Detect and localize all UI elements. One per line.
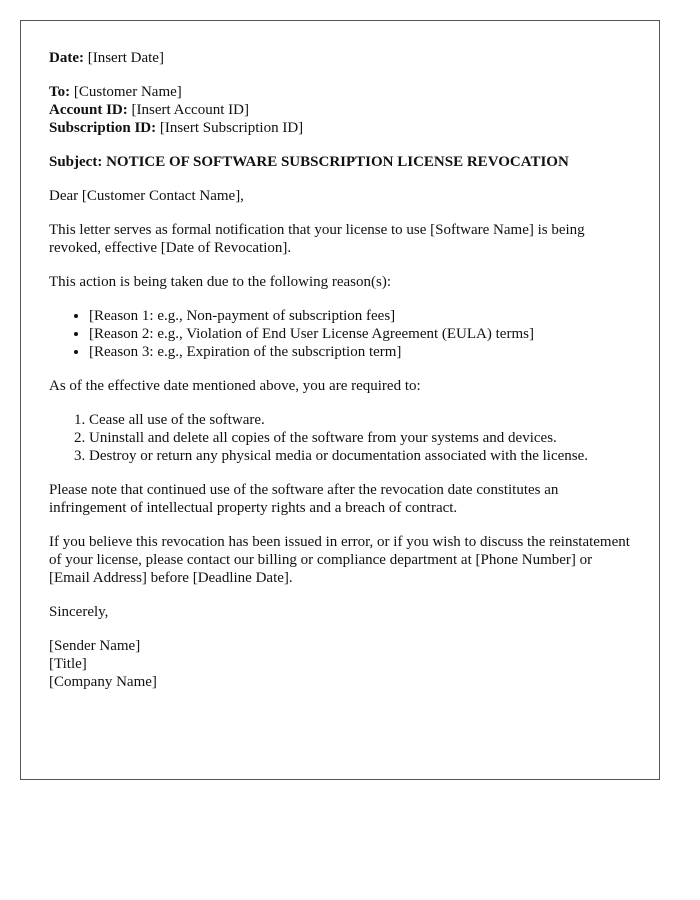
to-label: To: [49, 84, 71, 100]
recipient-block [49, 83, 631, 137]
requirement-item: 2. Uninstall and delete all copies of the software from your systems and devices. [89, 429, 631, 447]
requirement-item: 1. Cease all use of the software. [89, 411, 631, 429]
account-id-line [49, 101, 631, 119]
subscription-id-line [49, 119, 631, 137]
reason-item: • [Reason 2: e.g., Violation of End User License Agreement (EULA) terms] [89, 325, 631, 343]
date-value: [Insert Date] [87, 50, 164, 66]
note-paragraph: Please note that continued use of the software after the revocation date constitutes an infringement of intellectual property rights and a breach of contract. [49, 482, 559, 516]
subscription-id-label: Subscription ID: [49, 120, 157, 136]
company-name: [Company Name] [49, 674, 157, 690]
date-line [49, 49, 631, 67]
salutation: Dear [Customer Contact Name], [49, 188, 244, 204]
requirements-list [49, 411, 631, 465]
date-label: Date: [49, 50, 84, 66]
requirement-item: 3. Destroy or return any physical media or documentation associated with the license. [89, 447, 631, 465]
reason-item: • [Reason 3: e.g., Expiration of the subscription term] [89, 343, 631, 361]
subject-value: NOTICE OF SOFTWARE SUBSCRIPTION LICENSE REVOCATION [106, 154, 569, 170]
subject-line [49, 153, 631, 171]
account-id-value: [Insert Account ID] [131, 102, 249, 118]
subject-label: Subject: [49, 154, 103, 170]
to-value: [Customer Name] [73, 84, 182, 100]
reasons-list [49, 307, 631, 361]
contact-paragraph: If you believe this revocation has been issued in error, or if you wish to discuss the reinstatement of your license, please contact our billing or compliance department at [Phone Number] or [Email Address] before [Deadline Date]. [49, 534, 630, 586]
signature-block [49, 637, 631, 691]
subscription-id-value: [Insert Subscription ID] [159, 120, 304, 136]
account-id-label: Account ID: [49, 102, 128, 118]
requirements-intro: As of the effective date mentioned above, you are required to: [49, 378, 421, 394]
intro-paragraph: This letter serves as formal notification that your license to use [Software Name] is being revoked, effective [Date of Revocation]. [49, 222, 585, 256]
reasons-intro: This action is being taken due to the following reason(s): [49, 274, 392, 290]
sender-title: [Title] [49, 656, 87, 672]
sign-off: Sincerely, [49, 604, 109, 620]
sender-name: [Sender Name] [49, 638, 141, 654]
letter-page [20, 20, 660, 780]
reason-item: • [Reason 1: e.g., Non-payment of subscription fees] [89, 307, 631, 325]
to-line [49, 83, 631, 101]
